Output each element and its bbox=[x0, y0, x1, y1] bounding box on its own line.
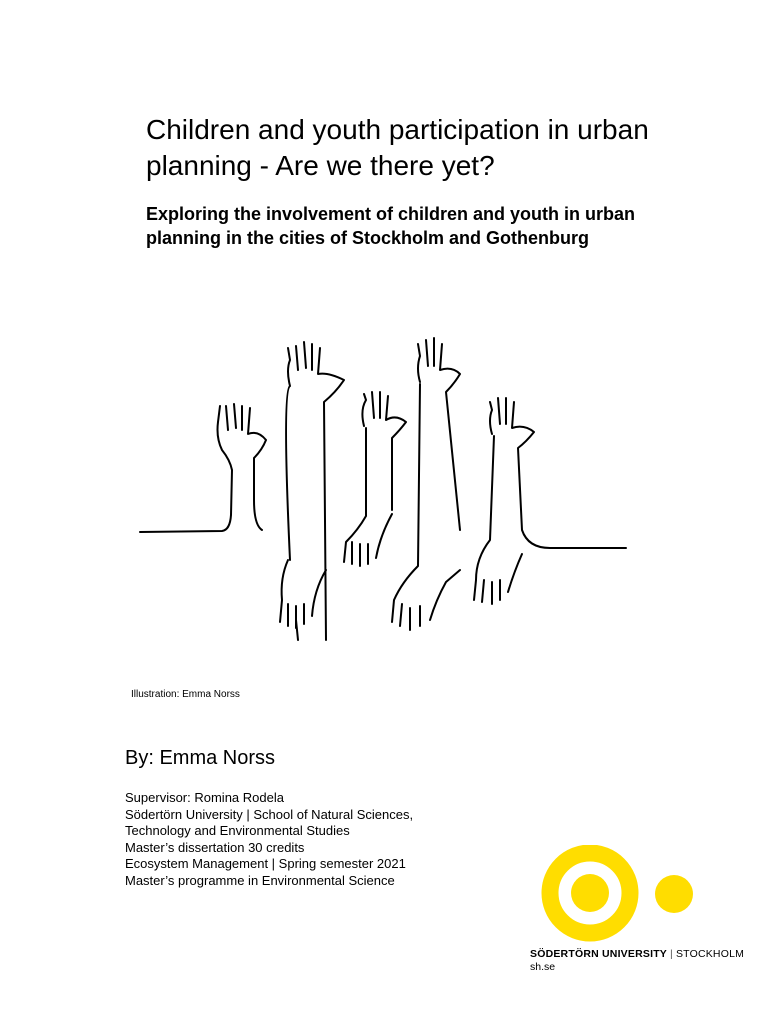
detail-line-programme: Master’s programme in Environmental Science bbox=[125, 872, 395, 888]
author-byline: By: Emma Norss bbox=[125, 747, 276, 769]
document-title: Children and youth participation in urban planning - Are we there yet? bbox=[146, 114, 649, 181]
illustration-caption: Illustration: Emma Norss bbox=[131, 689, 240, 700]
detail-line-supervisor: Supervisor: Romina Rodela bbox=[125, 790, 284, 805]
detail-line-school: Technology and Environmental Studies bbox=[125, 823, 350, 838]
hand-outline-4 bbox=[344, 392, 406, 566]
sodertorn-logo-icon bbox=[530, 845, 700, 943]
hand-outline-6 bbox=[474, 398, 626, 604]
raised-hands-illustration-icon bbox=[130, 310, 630, 650]
university-website: sh.se bbox=[530, 961, 556, 973]
thesis-details bbox=[125, 790, 413, 889]
university-city: STOCKHOLM bbox=[675, 948, 745, 960]
wordmark-separator: | bbox=[670, 948, 673, 960]
university-name: SÖDERTÖRN UNIVERSITY bbox=[530, 948, 668, 960]
hand-outline-1 bbox=[140, 404, 266, 532]
detail-line-dissertation: Master’s dissertation 30 credits bbox=[125, 839, 305, 855]
detail-line-university: Södertörn University | School of Natural Sciences, bbox=[125, 806, 414, 822]
hand-outline-5 bbox=[392, 338, 460, 630]
university-wordmark bbox=[530, 947, 744, 961]
detail-line-subject: Ecosystem Management | Spring semester 2021 bbox=[125, 856, 406, 871]
hand-outline-3 bbox=[280, 560, 326, 628]
document-subtitle: Exploring the involvement of children and youth in urban planning in the cities of Stockholm and Gothenburg bbox=[146, 204, 636, 248]
